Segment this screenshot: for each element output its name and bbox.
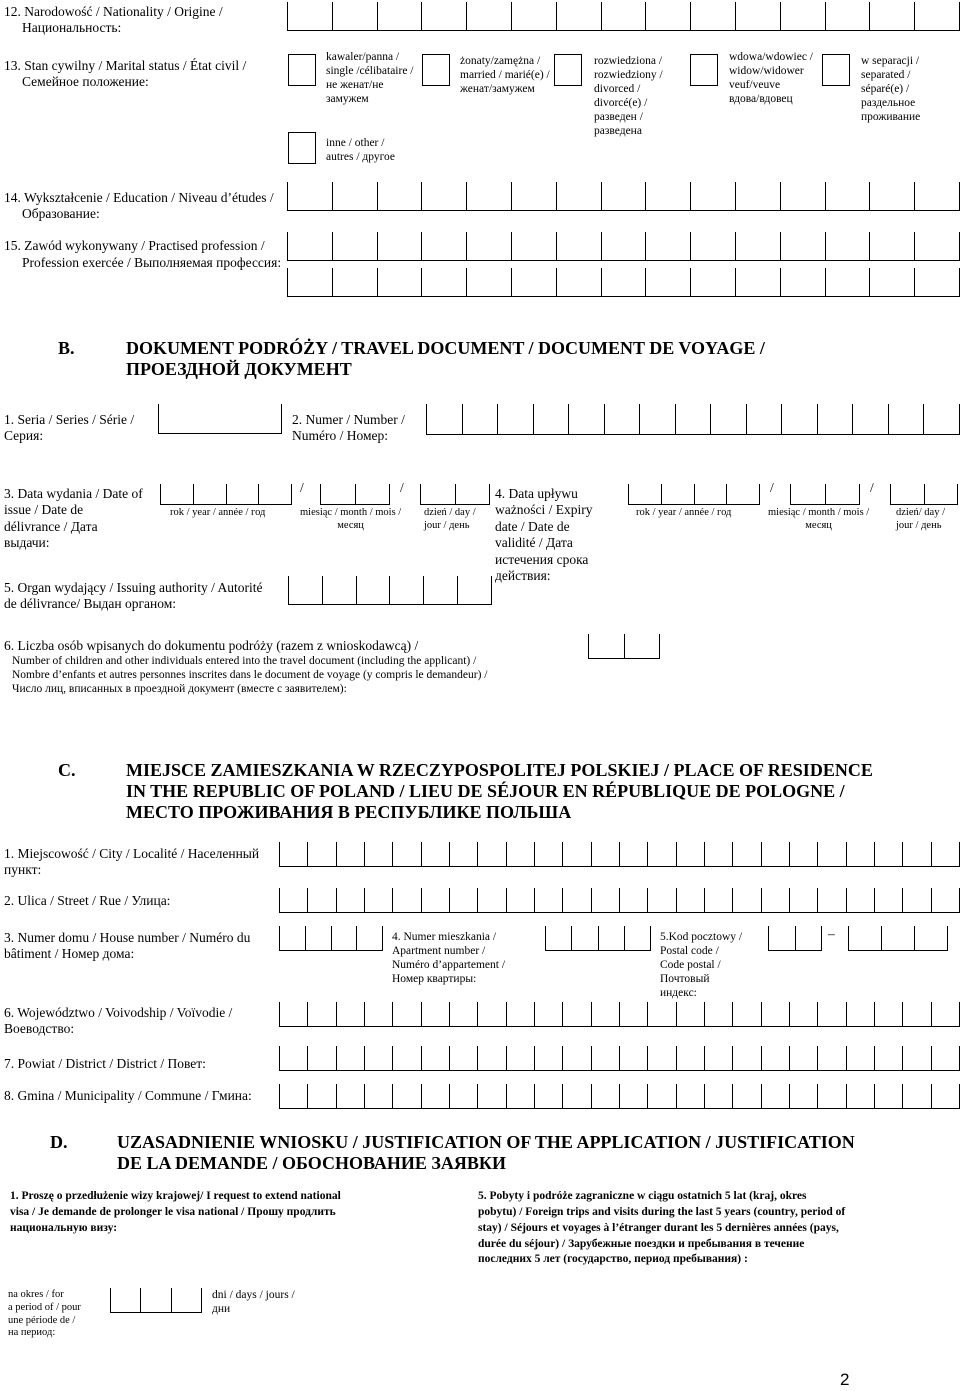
field-c6-label: 6. Województwo / Voivodship / Voïvodie / Воеводство:	[4, 1005, 233, 1037]
field-15-sub: Profession exercée / Выполняемая профессия:	[22, 255, 282, 270]
field-12-label: 12. Narodowość / Nationality / Origine /	[4, 4, 223, 19]
section-d-letter: D.	[50, 1132, 68, 1152]
marital-married-label: żonaty/zamężna / married / marié(e) / женат/замужем	[460, 55, 550, 96]
expiry-year-input[interactable]	[628, 484, 760, 505]
issue-day-caption: dzień / day / jour / день	[424, 507, 476, 531]
profession-input-row1[interactable]	[287, 232, 960, 261]
house-number-input[interactable]	[279, 926, 383, 951]
issue-slash-1: /	[300, 480, 304, 495]
marital-other-label: inne / other / autres / другое	[326, 137, 396, 164]
field-b6-label: 6. Liczba osób wpisanych do dokumentu podróży (razem z wnioskodawcą) /	[4, 638, 419, 653]
issue-month-caption: miesiąc / month / mois / месяц	[300, 507, 402, 531]
field-12-sub: Национальность:	[22, 20, 122, 35]
field-b1-label: 1. Seria / Series / Série / Серия:	[4, 412, 135, 444]
field-c5-label: 5.Kod pocztowy / Postal code / Code postal / Почтовый индекс:	[660, 931, 743, 1000]
d5-text: 5. Pobyty i podróże zagraniczne w ciągu ostatnich 5 lat (kraj, okres pobytu) / Foreign trips and visits during the last 5 years (country, period of stay) / Séjours et voyages à l’étranger durant les 5 dernières années (pays, durée du séjour) / Зарубежные поездки и пребывания в течение последних 5 лет (государство, период пребывания) :	[478, 1190, 846, 1266]
expiry-slash-1: /	[770, 480, 774, 495]
page-number: 2	[840, 1370, 850, 1389]
field-14-sub: Образование:	[22, 206, 100, 221]
section-b-title: DOKUMENT PODRÓŻY / TRAVEL DOCUMENT / DOCUMENT DE VOYAGE / ПРОЕЗДНОЙ ДОКУМЕНТ	[126, 338, 765, 380]
voivodship-input[interactable]	[279, 1002, 960, 1027]
persons-count-input[interactable]	[588, 634, 660, 659]
city-input[interactable]	[279, 842, 960, 867]
field-c3-label: 3. Numer domu / House number / Numéro du bâtiment / Номер дома:	[4, 930, 251, 962]
expiry-year-caption: rok / year / année / год	[636, 507, 732, 518]
marital-single-label: kawaler/panna / single /célibataire / не женат/не замужем	[326, 51, 414, 106]
district-input[interactable]	[279, 1046, 960, 1071]
education-input[interactable]	[287, 182, 960, 211]
field-b3-label: 3. Data wydania / Date of issue / Date de délivrance / Дата выдачи:	[4, 486, 143, 551]
expiry-day-caption: dzień/ day / jour / день	[896, 507, 945, 531]
street-input[interactable]	[279, 888, 960, 913]
field-c7-label: 7. Powiat / District / District / Повет:	[4, 1056, 206, 1071]
issue-year-input[interactable]	[160, 484, 292, 505]
field-c2-label: 2. Ulica / Street / Rue / Улица:	[4, 893, 171, 908]
nationality-input[interactable]	[287, 2, 960, 31]
profession-input-row2[interactable]	[287, 268, 960, 297]
document-number-input[interactable]	[426, 404, 960, 435]
days-label: dni / days / jours / дни	[212, 1289, 295, 1316]
marital-other-checkbox[interactable]	[288, 132, 316, 164]
field-c4-label: 4. Numer mieszkania / Apartment number / Numéro d’appartement / Номер квартиры:	[392, 931, 506, 986]
series-input[interactable]	[158, 404, 282, 434]
marital-widowed-checkbox[interactable]	[690, 54, 718, 86]
field-13-sub: Семейное положение:	[22, 74, 149, 89]
expiry-day-input[interactable]	[890, 484, 958, 505]
marital-widowed-label: wdowa/wdowiec / widow/widower veuf/veuve вдова/вдовец	[729, 51, 813, 106]
field-c1-label: 1. Miejscowość / City / Localité / Населенный пункт:	[4, 846, 260, 878]
section-b-letter: B.	[58, 338, 75, 358]
marital-married-checkbox[interactable]	[422, 54, 450, 86]
section-c-title: MIEJSCE ZAMIESZKANIA W RZECZYPOSPOLITEJ POLSKIEJ / PLACE OF RESIDENCE IN THE REPUBLIC OF POLAND / LIEU DE SÉJOUR EN RÉPUBLIQUE DE POLOGNE / МЕСТО ПРОЖИВАНИЯ В РЕСПУБЛИКЕ ПОЛЬША	[126, 760, 873, 823]
period-label: na okres / for a period of / pour une période de / на период:	[8, 1289, 81, 1339]
marital-separated-label: w separacji / separated / séparé(e) / раздельное проживание	[861, 55, 921, 124]
issue-slash-2: /	[400, 480, 404, 495]
section-d-title: UZASADNIENIE WNIOSKU / JUSTIFICATION OF THE APPLICATION / JUSTIFICATION DE LA DEMANDE / ОБОСНОВАНИЕ ЗАЯВКИ	[117, 1132, 855, 1174]
field-c8-label: 8. Gmina / Municipality / Commune / Гмина:	[4, 1088, 252, 1103]
marital-single-checkbox[interactable]	[288, 54, 316, 86]
marital-divorced-checkbox[interactable]	[554, 54, 582, 86]
field-b6-lines: Number of children and other individuals entered into the travel document (including the applicant) / Nombre d’enfants et autres personnes inscrites dans le document de voyage (y compris le demandeur) / Число лиц, вписанных в проездной документ (вместе с заявителем):	[12, 655, 488, 696]
field-13-label: 13. Stan cywilny / Marital status / État civil /	[4, 58, 247, 73]
issue-day-input[interactable]	[420, 484, 490, 505]
expiry-month-caption: miesiąc / month / mois / месяц	[768, 507, 870, 531]
d1-text: 1. Proszę o przedłużenie wizy krajowej/ I request to extend national visa / Je demande de prolonger le visa national / Прошу продлить национальную визу:	[10, 1190, 341, 1234]
issuing-authority-input[interactable]	[288, 576, 492, 605]
postal-code-input-a[interactable]	[768, 926, 822, 951]
municipality-input[interactable]	[279, 1084, 960, 1109]
apartment-number-input[interactable]	[545, 926, 651, 951]
field-b4-label: 4. Data upływu ważności / Expiry date / Date de validité / Дата истечения срока действия:	[495, 486, 593, 584]
field-14-label: 14. Wykształcenie / Education / Niveau d’études /	[4, 190, 274, 205]
issue-month-input[interactable]	[320, 484, 390, 505]
expiry-month-input[interactable]	[790, 484, 860, 505]
expiry-slash-2: /	[870, 480, 874, 495]
marital-separated-checkbox[interactable]	[822, 54, 850, 86]
marital-divorced-label: rozwiedziona / rozwiedziony / divorced / divorcé(e) / разведен / разведена	[594, 55, 663, 138]
period-days-input[interactable]	[110, 1288, 202, 1313]
field-b5-label: 5. Organ wydający / Issuing authority / Autorité de délivrance/ Выдан органом:	[4, 580, 263, 612]
section-c-letter: C.	[58, 760, 76, 780]
field-15-label: 15. Zawód wykonywany / Practised profession /	[4, 238, 265, 253]
postal-dash: –	[828, 926, 835, 941]
field-b2-label: 2. Numer / Number / Numéro / Номер:	[292, 412, 405, 444]
postal-code-input-b[interactable]	[848, 926, 948, 951]
issue-year-caption: rok / year / année / год	[170, 507, 266, 518]
